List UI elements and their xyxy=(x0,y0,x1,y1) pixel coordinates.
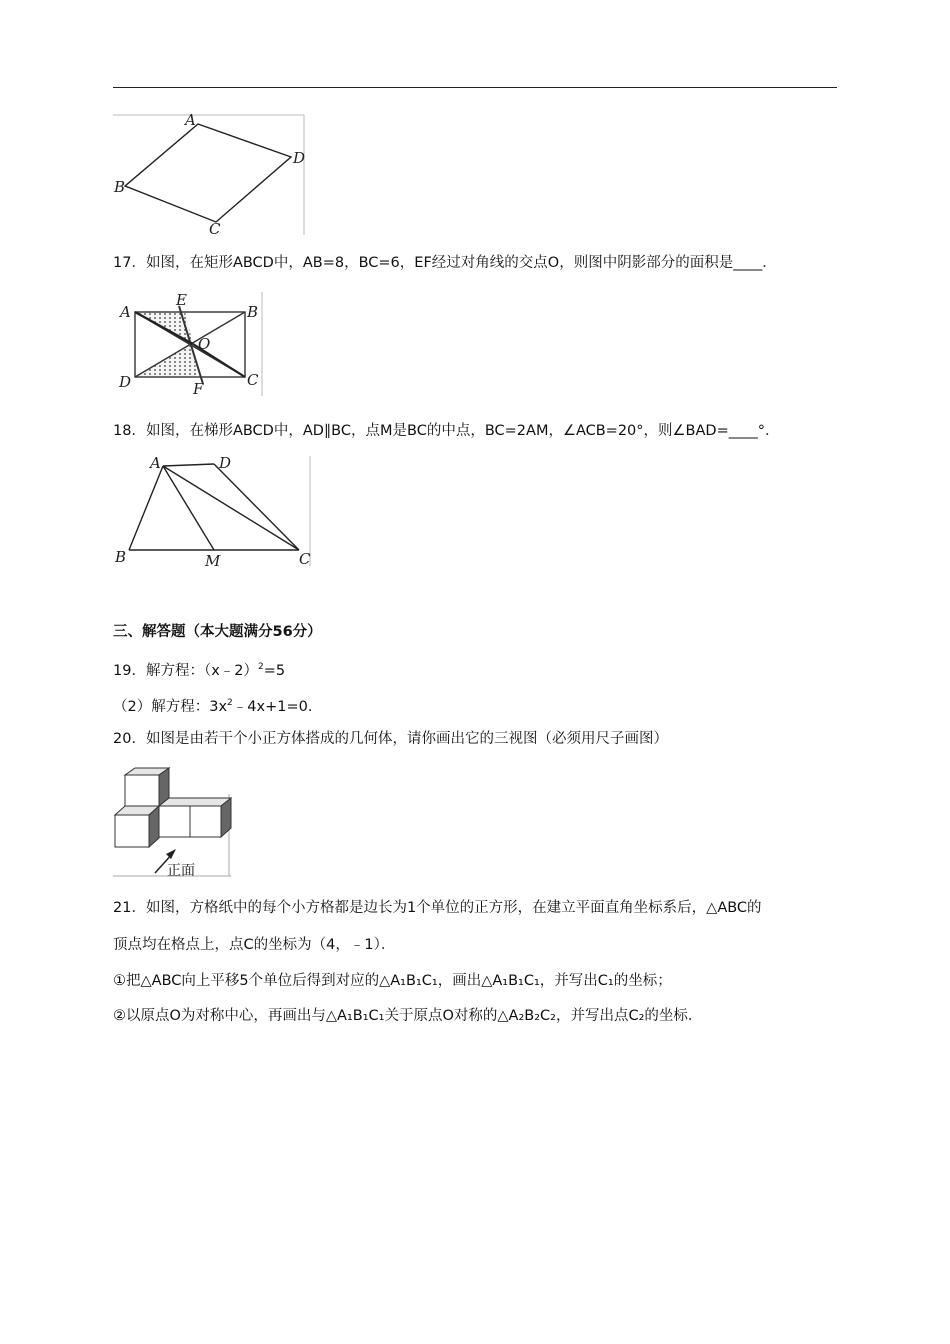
question-20: 20．如图是由若干个小正方体搭成的几何体，请你画出它的三视图（必须用尺子画图） xyxy=(113,731,668,747)
label-C: C xyxy=(299,550,311,568)
question-18: 18．如图，在梯形ABCD中，AD∥BC，点M是BC的中点，BC=2AM，∠ACB=20°，则∠BAD=____°． xyxy=(113,423,780,439)
question-17: 17．如图，在矩形ABCD中，AB=8，BC=6，EF经过对角线的交点O，则图中阴影部分的面积是____． xyxy=(113,255,777,271)
label-A: A xyxy=(120,303,131,321)
question-21-line1: 21．如图，方格纸中的每个小方格都是边长为1个单位的正方形，在建立平面直角坐标系后，△ABC的 xyxy=(113,900,762,916)
question-21-line2: 顶点均在格点上，点C的坐标为（4，﹣1）． xyxy=(113,937,396,953)
label-B: B xyxy=(114,178,126,196)
figure-rectangle xyxy=(113,292,265,398)
question-19: 19．解方程：（x﹣2）$^2$=5 xyxy=(113,662,286,679)
label-M: M xyxy=(205,552,221,570)
figure-cubes xyxy=(113,766,233,878)
question-21-item1: ①把△ABC向上平移5个单位后得到对应的△A₁B₁C₁，画出△A₁B₁C₁，并写出C₁的坐标； xyxy=(113,973,672,989)
label-B: B xyxy=(247,303,259,321)
label-D: D xyxy=(219,454,232,472)
label-E: E xyxy=(176,292,187,309)
question-21-item2: ②以原点O为对称中心，再画出与△A₁B₁C₁关于原点O对称的△A₂B₂C₂，并写出点C₂的坐标． xyxy=(113,1008,703,1024)
front-label: 正面 xyxy=(167,863,195,878)
section-title: 三、解答题（本大题满分56分） xyxy=(113,624,322,640)
label-B: B xyxy=(115,548,127,566)
label-D: D xyxy=(119,373,132,391)
label-D: D xyxy=(293,149,305,167)
label-C: C xyxy=(209,220,221,236)
label-O: O xyxy=(198,335,211,353)
figure-trapezoid xyxy=(113,454,313,570)
figure-parallelogram xyxy=(113,114,305,236)
question-19-part2: （2）解方程：$3x^2﹣4x+1=0$. xyxy=(113,698,313,715)
label-A: A xyxy=(150,454,161,472)
header-rule xyxy=(113,87,837,88)
label-F: F xyxy=(193,380,204,398)
label-A: A xyxy=(185,114,196,129)
label-C: C xyxy=(247,371,259,389)
